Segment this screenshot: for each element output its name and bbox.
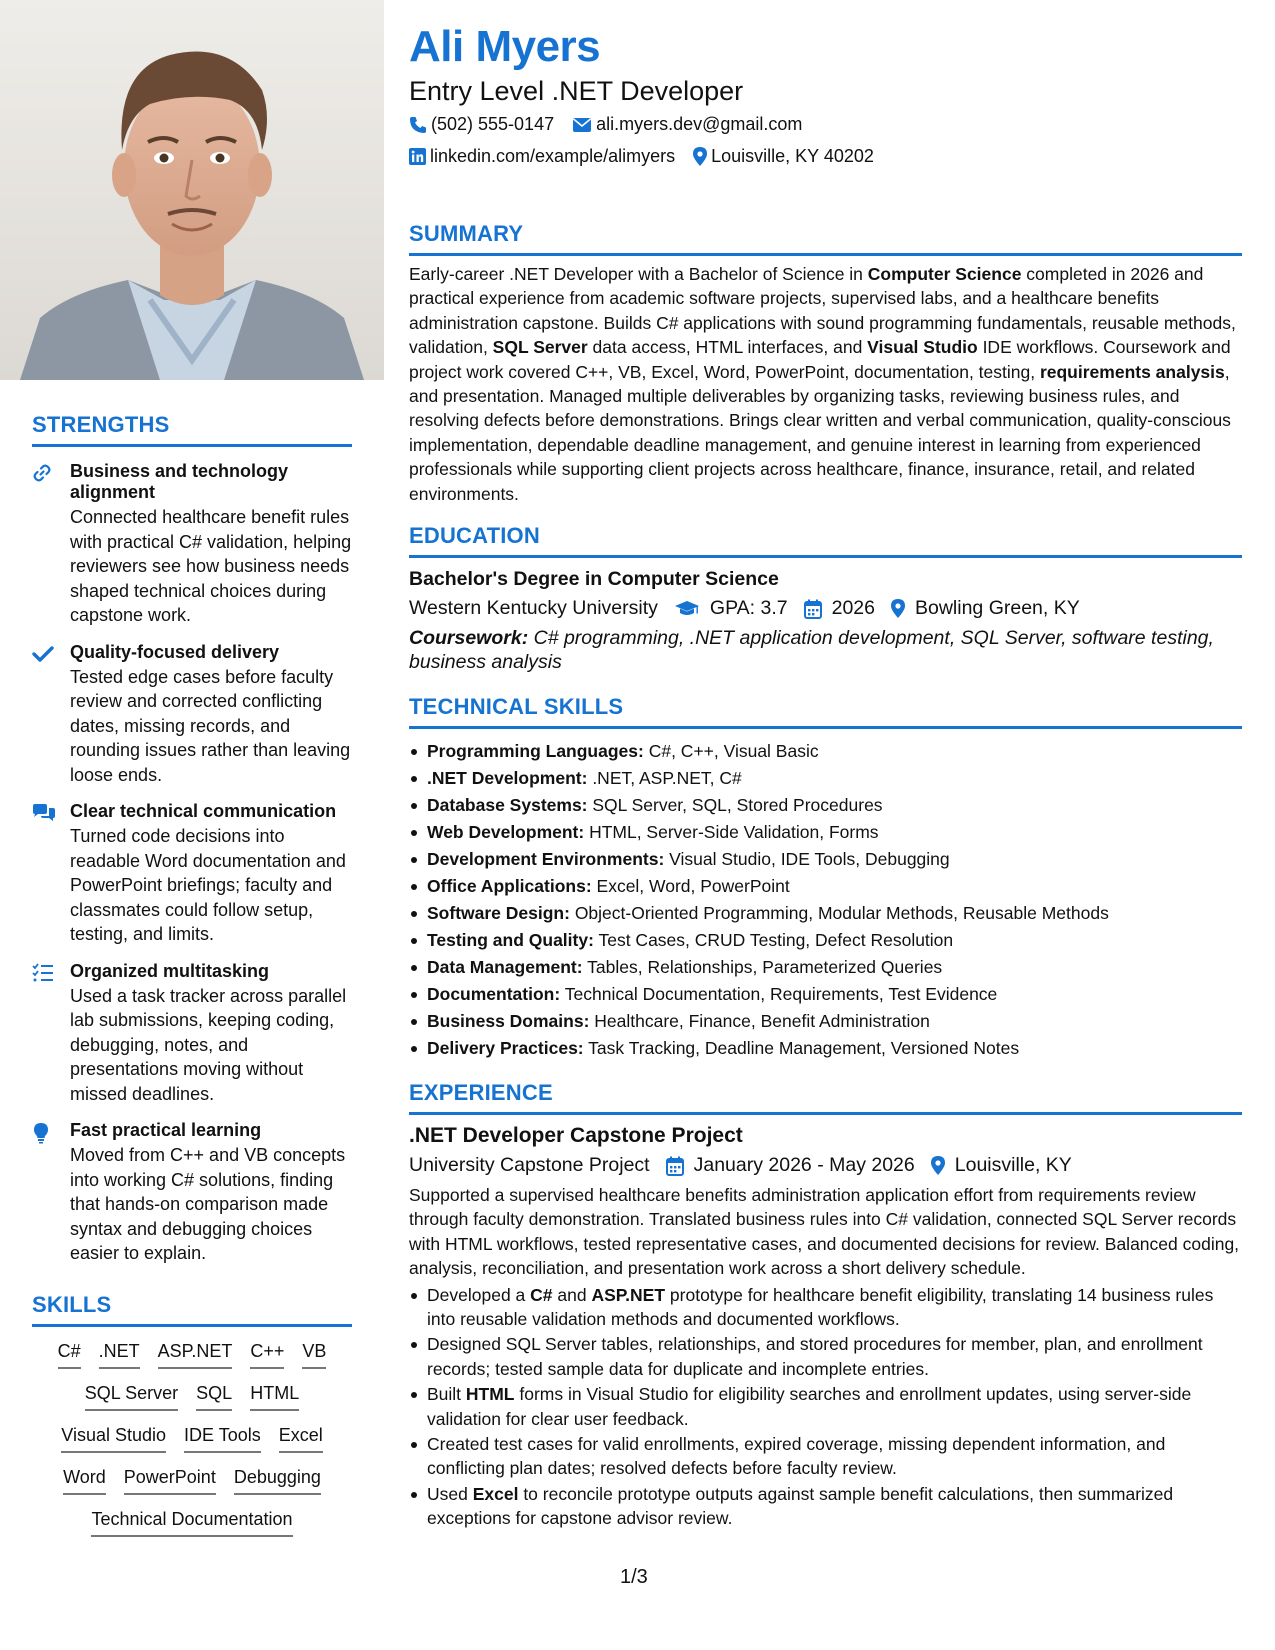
strength-description: Used a task tracker across parallel lab submissions, keeping coding, debugging, notes, and presentations moving without missed deadlines. bbox=[70, 985, 347, 1104]
strength-title: Business and technology alignment bbox=[70, 461, 289, 502]
summary-segment: IDE workflows. Coursework and project work covered C++, VB, Excel, Word, PowerPoint, documentation, testing, bbox=[409, 337, 1231, 382]
strength-item bbox=[32, 961, 352, 1107]
skill-category: Development Environments: bbox=[427, 849, 665, 869]
linkedin-text: linkedin.com/example/alimyers bbox=[430, 146, 676, 166]
envelope-icon bbox=[572, 117, 592, 133]
gpa-text: GPA: 3.7 bbox=[709, 597, 788, 619]
role-title: .NET Developer Capstone Project bbox=[409, 1124, 743, 1147]
education-section bbox=[409, 523, 1242, 674]
skill-category: Data Management: bbox=[427, 957, 583, 977]
skill-category: Web Development: bbox=[427, 822, 585, 842]
skills-heading: SKILLS bbox=[32, 1291, 112, 1317]
bullet-keyword: ASP.NET bbox=[591, 1284, 666, 1305]
lightbulb-icon bbox=[32, 1120, 70, 1266]
experience-section bbox=[409, 1080, 1242, 1532]
linkedin-icon bbox=[409, 148, 426, 165]
school-location: Bowling Green, KY bbox=[914, 597, 1080, 619]
education-heading: EDUCATION bbox=[409, 523, 540, 548]
skill-category: Delivery Practices: bbox=[427, 1038, 584, 1058]
contact-row bbox=[409, 114, 820, 135]
skill-category: Testing and Quality: bbox=[427, 930, 594, 950]
skill-tag: Technical Documentation bbox=[91, 1508, 292, 1537]
list-item bbox=[409, 1482, 1242, 1531]
skill-tag: IDE Tools bbox=[184, 1424, 261, 1453]
bullet-keyword: HTML bbox=[465, 1384, 515, 1405]
contact-row bbox=[409, 146, 892, 167]
bullet-text: to reconcile prototype outputs against sample benefit calculations, then summarized exceptions for capstone advisor review. bbox=[427, 1483, 1174, 1529]
strength-item bbox=[32, 461, 352, 628]
phone-text: (502) 555-0147 bbox=[431, 114, 555, 134]
skill-category: Software Design: bbox=[427, 903, 570, 923]
left-content bbox=[32, 412, 352, 1537]
summary-segment: , and presentation. Managed multiple deliverables by organizing tasks, reviewing business rules, and resolving defects before demonstrations. Brings clear written and verbal communication, quality-conscious implementation, dependable deadline management, and genuine interest in learning from experienced professionals while supporting client projects across healthcare, finance, insurance, retail, and related environments. bbox=[409, 361, 1231, 504]
summary-divider bbox=[409, 253, 1242, 256]
skill-tag: Excel bbox=[279, 1424, 323, 1453]
job-title: Entry Level .NET Developer bbox=[409, 76, 744, 106]
skill-category: Documentation: bbox=[427, 984, 561, 1004]
skill-values: Excel, Word, PowerPoint bbox=[591, 876, 790, 896]
skill-tag: SQL bbox=[196, 1382, 232, 1411]
strength-title: Fast practical learning bbox=[70, 1120, 262, 1140]
skill-tag: C++ bbox=[250, 1340, 284, 1369]
skill-tag: PowerPoint bbox=[124, 1466, 216, 1495]
bullet-text: Created test cases for valid enrollments, expired coverage, missing dependent information, and conflicting plan dates; resolved defects before faculty review. bbox=[427, 1434, 1166, 1479]
skill-row bbox=[32, 1340, 352, 1369]
summary-heading: SUMMARY bbox=[409, 221, 524, 246]
skill-category: Business Domains: bbox=[427, 1011, 590, 1031]
bullet-text: and bbox=[552, 1284, 592, 1305]
education-meta bbox=[409, 597, 1242, 620]
skill-values: Visual Studio, IDE Tools, Debugging bbox=[664, 849, 950, 869]
skill-tag: Visual Studio bbox=[61, 1424, 166, 1453]
bullet-text: Developed a bbox=[427, 1284, 531, 1305]
strength-description: Tested edge cases before faculty review and corrected conflicting dates, missing records, and rounding issues rather than leaving loose ends. bbox=[70, 666, 351, 785]
map-pin-icon bbox=[891, 599, 905, 618]
role-description: Supported a supervised healthcare benefits administration application effort from requirements review through faculty demonstration. Translated business rules into C# validation, connected SQL Server records with HTML workflows, tested representative cases, and documented decisions for review. Balanced coding, analysis, reconciliation, and presentation work across a short delivery schedule. bbox=[409, 1185, 1240, 1279]
strength-item bbox=[32, 801, 352, 947]
location-text: Louisville, KY 40202 bbox=[711, 146, 874, 166]
summary-segment: Early-career .NET Developer with a Bachelor of Science in bbox=[409, 264, 868, 284]
skill-values: Technical Documentation, Requirements, Test Evidence bbox=[560, 984, 998, 1004]
summary-keyword: requirements analysis bbox=[1039, 361, 1225, 382]
bullet-keyword: Excel bbox=[472, 1483, 519, 1504]
experience-divider bbox=[409, 1112, 1242, 1115]
bullet-keyword: C# bbox=[530, 1284, 553, 1305]
bullet-text: prototype for healthcare benefit eligibility, translating 14 business rules into reusable validation methods and documented workflows. bbox=[427, 1284, 1214, 1330]
graduation-year: 2026 bbox=[831, 597, 875, 619]
graduation-cap-icon bbox=[674, 600, 700, 618]
strength-item bbox=[32, 1120, 352, 1266]
experience-meta bbox=[409, 1154, 1242, 1177]
strength-title: Organized multitasking bbox=[70, 960, 270, 981]
map-pin-icon bbox=[931, 1156, 945, 1175]
chat-icon bbox=[32, 801, 70, 947]
summary-segment: completed in 2026 and practical experience from academic software projects, supervised labs, and a healthcare benefits administration capstone. Builds C# applications with sound programming fundamentals, reusable methods, validation, bbox=[409, 264, 1236, 358]
check-icon bbox=[32, 642, 70, 788]
map-pin-icon bbox=[693, 147, 707, 166]
skill-category: Programming Languages: bbox=[427, 741, 644, 761]
strength-title: Clear technical communication bbox=[70, 801, 337, 821]
experience-heading: EXPERIENCE bbox=[409, 1080, 553, 1105]
skill-values: .NET, ASP.NET, C# bbox=[587, 768, 742, 788]
summary-text bbox=[409, 262, 1242, 506]
skill-values: Tables, Relationships, Parameterized Queries bbox=[582, 957, 943, 977]
list-item bbox=[409, 1283, 1242, 1332]
skill-tag: .NET bbox=[99, 1340, 140, 1369]
summary-keyword: Visual Studio bbox=[867, 337, 978, 358]
role-location: Louisville, KY bbox=[954, 1154, 1072, 1176]
list-item bbox=[409, 792, 1242, 819]
strength-description: Turned code decisions into readable Word documentation and PowerPoint briefings; faculty and classmates could follow setup, testing, and limits. bbox=[70, 826, 346, 944]
skill-tag: Debugging bbox=[234, 1466, 321, 1495]
summary-section bbox=[409, 221, 1242, 506]
list-item bbox=[409, 900, 1242, 927]
technical-skills-section bbox=[409, 694, 1242, 1062]
portrait-illustration bbox=[0, 0, 384, 380]
list-item bbox=[409, 873, 1242, 900]
strength-item bbox=[32, 642, 352, 788]
skill-row bbox=[32, 1466, 352, 1495]
link-icon bbox=[32, 461, 70, 628]
checklist-icon bbox=[32, 961, 70, 1107]
skill-tag: Word bbox=[63, 1466, 106, 1495]
strength-description: Moved from C++ and VB concepts into working C# solutions, finding that hands-on comparison made syntax and debugging choices easier to explain. bbox=[70, 1145, 346, 1263]
skill-row bbox=[32, 1382, 352, 1411]
date-range: January 2026 - May 2026 bbox=[693, 1154, 915, 1176]
list-item bbox=[409, 819, 1242, 846]
skill-category: Office Applications: bbox=[427, 876, 592, 896]
strength-description: Connected healthcare benefit rules with practical C# validation, helping reviewers see how business needs shaped technical choices during capstone work. bbox=[70, 507, 352, 625]
skill-values: C#, C++, Visual Basic bbox=[643, 741, 819, 761]
coursework-label: Coursework: bbox=[409, 627, 529, 649]
list-item bbox=[409, 765, 1242, 792]
coursework-list: C# programming, .NET application development, SQL Server, software testing, business analysis bbox=[409, 627, 1214, 673]
skill-row bbox=[32, 1424, 352, 1453]
calendar-icon bbox=[804, 599, 822, 619]
technical-skills-heading: TECHNICAL SKILLS bbox=[409, 694, 624, 719]
list-item bbox=[409, 738, 1242, 765]
list-item bbox=[409, 954, 1242, 981]
skill-values: SQL Server, SQL, Stored Procedures bbox=[587, 795, 883, 815]
skills-tags bbox=[32, 1340, 352, 1537]
bullet-text: Designed SQL Server tables, relationships, and stored procedures for member, plan, and enrollment records; tested sample data for duplicate and incomplete entries. bbox=[427, 1334, 1203, 1379]
skill-values: Task Tracking, Deadline Management, Versioned Notes bbox=[583, 1038, 1020, 1058]
skill-category: .NET Development: bbox=[427, 768, 588, 788]
degree-title: Bachelor's Degree in Computer Science bbox=[409, 568, 779, 590]
skill-row bbox=[32, 1508, 352, 1537]
strengths-divider bbox=[32, 444, 352, 447]
left-column bbox=[0, 0, 384, 1650]
list-item bbox=[409, 1382, 1242, 1431]
skill-values: Test Cases, CRUD Testing, Defect Resolution bbox=[593, 930, 954, 950]
education-divider bbox=[409, 555, 1242, 558]
calendar-icon bbox=[666, 1156, 684, 1176]
linkedin-contact bbox=[409, 146, 675, 167]
school-name: Western Kentucky University bbox=[409, 597, 658, 619]
email-contact bbox=[572, 114, 802, 135]
list-item bbox=[409, 846, 1242, 873]
skill-values: Healthcare, Finance, Benefit Administration bbox=[589, 1011, 930, 1031]
list-item bbox=[409, 1008, 1242, 1035]
organization-name: University Capstone Project bbox=[409, 1154, 650, 1176]
summary-keyword: Computer Science bbox=[867, 264, 1022, 284]
skill-tag: HTML bbox=[250, 1382, 299, 1411]
strength-title: Quality-focused delivery bbox=[70, 641, 280, 662]
skill-values: Object-Oriented Programming, Modular Methods, Reusable Methods bbox=[569, 903, 1109, 923]
phone-icon bbox=[409, 116, 427, 134]
skill-values: HTML, Server-Side Validation, Forms bbox=[584, 822, 879, 842]
coursework bbox=[409, 626, 1242, 674]
list-item bbox=[409, 1035, 1242, 1062]
phone-contact bbox=[409, 114, 554, 135]
technical-skills-list bbox=[409, 738, 1242, 1062]
skill-tag: SQL Server bbox=[85, 1382, 178, 1411]
location-contact bbox=[693, 146, 874, 167]
email-text: ali.myers.dev@gmail.com bbox=[596, 114, 803, 134]
list-item bbox=[409, 1332, 1242, 1381]
list-item bbox=[409, 981, 1242, 1008]
list-item bbox=[409, 927, 1242, 954]
skill-tag: C# bbox=[58, 1340, 81, 1369]
summary-keyword: SQL Server bbox=[492, 337, 588, 358]
list-item bbox=[409, 1432, 1242, 1481]
bullet-text: forms in Visual Studio for eligibility searches and enrollment updates, using server-side validation for clear user feedback. bbox=[427, 1384, 1192, 1429]
summary-segment: data access, HTML interfaces, and bbox=[587, 337, 868, 358]
skills-divider bbox=[32, 1324, 352, 1327]
achievement-list bbox=[409, 1283, 1242, 1531]
technical-skills-divider bbox=[409, 726, 1242, 729]
bullet-text: Built bbox=[427, 1384, 466, 1405]
profile-photo bbox=[0, 0, 384, 380]
skill-tag: VB bbox=[302, 1340, 326, 1369]
bullet-text: Used bbox=[427, 1483, 473, 1504]
page-number: 1/3 bbox=[620, 1566, 648, 1588]
skill-tag: ASP.NET bbox=[158, 1340, 233, 1369]
candidate-name: Ali Myers bbox=[409, 22, 601, 71]
strengths-heading: STRENGTHS bbox=[32, 412, 170, 437]
skill-category: Database Systems: bbox=[427, 795, 588, 815]
